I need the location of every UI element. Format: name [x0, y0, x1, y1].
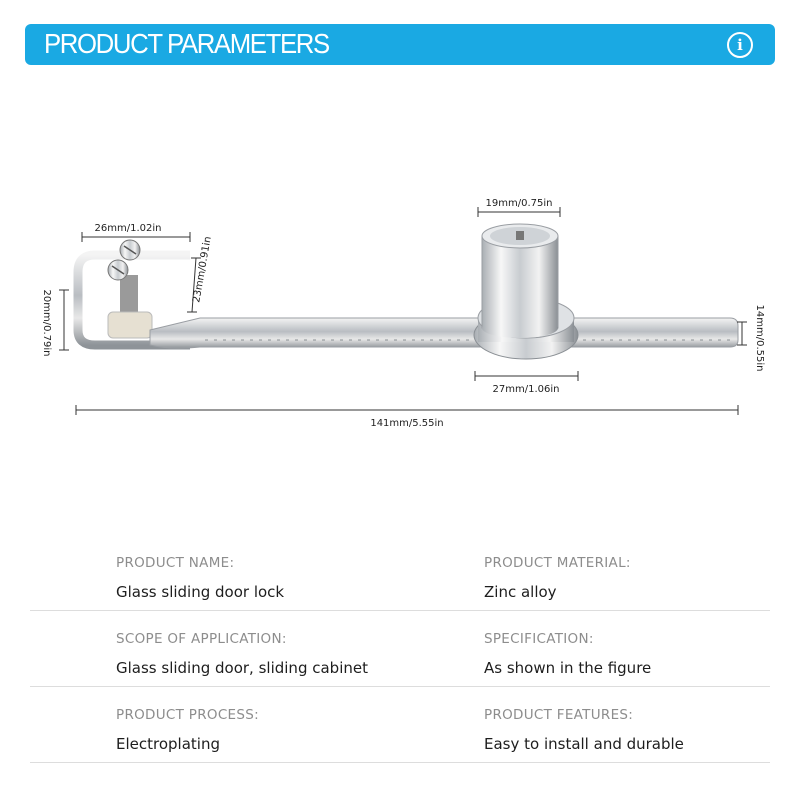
cylinder-lock — [474, 224, 578, 359]
dim-bracket-height-inner: 23mm/0.91in — [191, 235, 214, 304]
parameters-table — [30, 535, 770, 763]
param-process — [116, 707, 259, 753]
param-label: SPECIFICATION: — [484, 631, 594, 647]
info-icon[interactable]: i — [727, 32, 753, 58]
param-label: PRODUCT FEATURES: — [484, 707, 634, 723]
dim-bracket-width: 26mm/1.02in — [94, 223, 162, 234]
param-scope — [116, 631, 368, 677]
dim-bar-width: 14mm/0.55in — [754, 304, 765, 372]
product-diagram — [0, 180, 800, 440]
param-label: SCOPE OF APPLICATION: — [116, 631, 287, 647]
param-row — [30, 611, 770, 687]
param-value: Zinc alloy — [484, 583, 557, 601]
header-bar — [25, 24, 775, 65]
dim-total-length: 141mm/5.55in — [370, 418, 444, 429]
param-features — [484, 707, 684, 753]
param-value: Glass sliding door lock — [116, 583, 285, 601]
param-row — [30, 687, 770, 763]
param-label: PRODUCT NAME: — [116, 555, 235, 571]
param-label: PRODUCT MATERIAL: — [484, 555, 631, 571]
dimension-lines — [59, 207, 747, 415]
param-value: Electroplating — [116, 735, 220, 753]
dim-base-diameter: 27mm/1.06in — [492, 384, 560, 395]
screw-icon — [108, 240, 140, 280]
dim-cylinder-diameter: 19mm/0.75in — [485, 198, 553, 209]
param-product-name — [116, 555, 284, 601]
param-value: Easy to install and durable — [484, 735, 684, 753]
lock-bar — [150, 318, 738, 348]
param-row — [30, 535, 770, 611]
page-title: PRODUCT PARAMETERS — [44, 28, 329, 59]
param-value: As shown in the figure — [484, 659, 652, 677]
param-label: PRODUCT PROCESS: — [116, 707, 259, 723]
param-value: Glass sliding door, sliding cabinet — [116, 659, 368, 677]
dim-bracket-height-outer: 20mm/0.79in — [41, 289, 52, 357]
param-product-material — [484, 555, 631, 601]
param-specification — [484, 631, 651, 677]
